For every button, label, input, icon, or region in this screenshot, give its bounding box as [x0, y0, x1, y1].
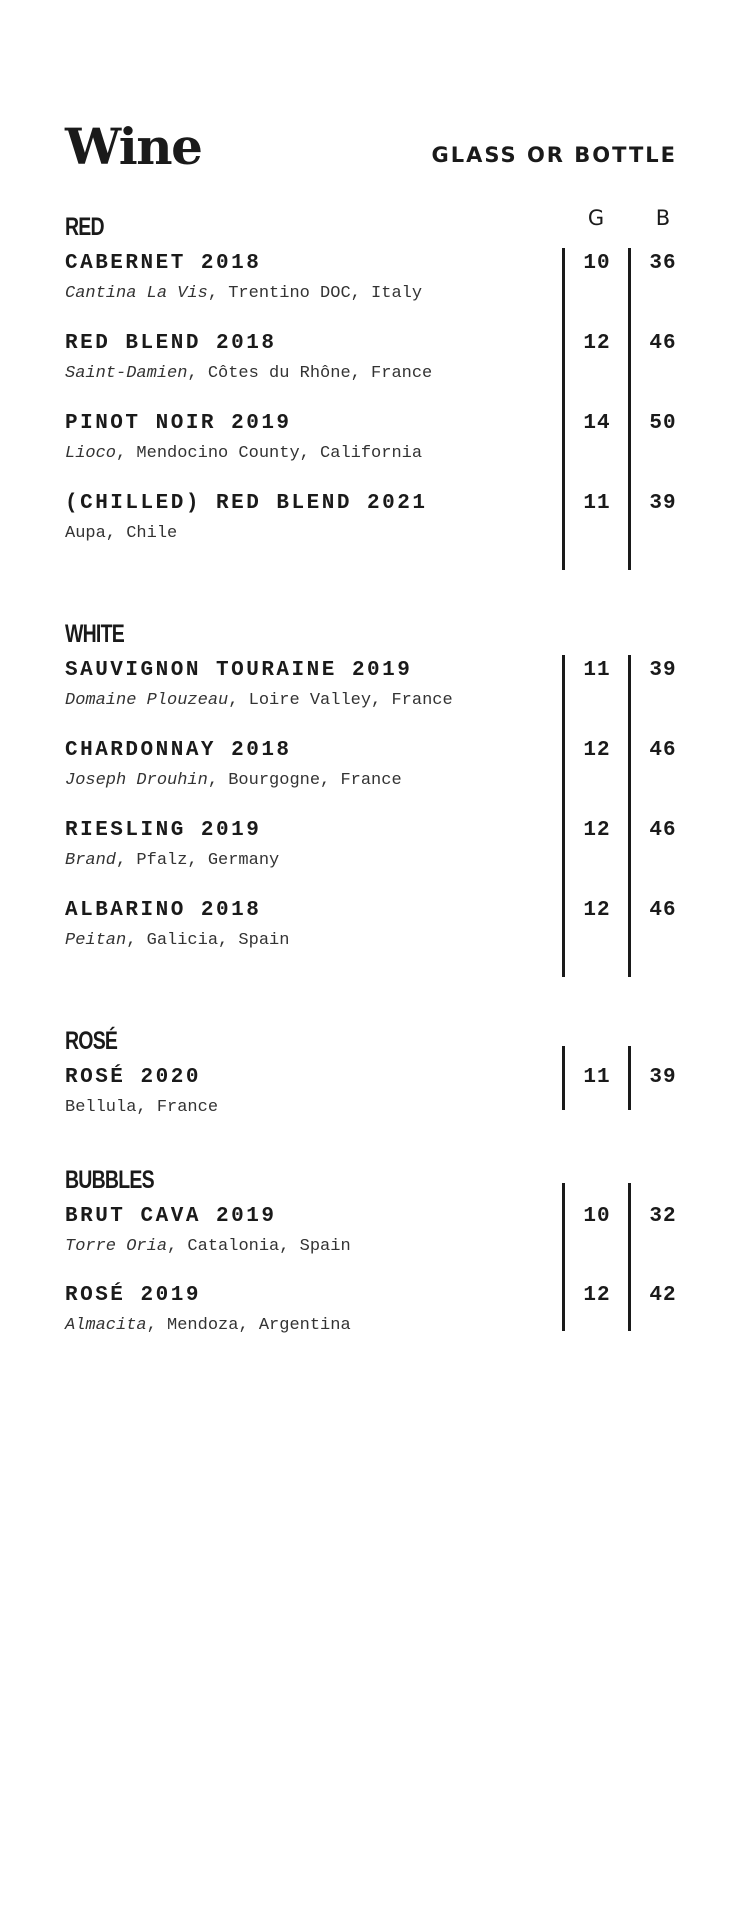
menu-item	[65, 1285, 677, 1345]
item-region: , Bourgogne, France	[207, 771, 402, 790]
item-region: , Loire Valley, France	[228, 691, 453, 710]
page-subtitle: GLASS OR BOTTLE	[431, 143, 677, 167]
item-name: CABERNET 2018	[65, 252, 262, 275]
bottle-price: 39	[649, 1066, 677, 1089]
item-region: , Mendocino County, California	[116, 444, 423, 463]
item-description	[65, 1099, 218, 1116]
glass-price: 11	[583, 492, 611, 515]
item-name: RED BLEND 2018	[65, 332, 277, 355]
bottle-price: 46	[649, 819, 677, 842]
menu-item	[65, 820, 677, 880]
section-label: WHITE	[65, 620, 124, 648]
item-name: ROSÉ 2019	[65, 1284, 201, 1307]
item-description	[65, 365, 432, 382]
item-name: ROSÉ 2020	[65, 1066, 201, 1089]
item-producer: Saint-Damien	[65, 364, 188, 383]
item-region: , Galicia, Spain	[126, 931, 290, 950]
menu-item	[65, 740, 677, 800]
item-producer: Brand	[65, 851, 117, 870]
bottle-price: 39	[649, 492, 677, 515]
glass-price: 12	[583, 739, 611, 762]
item-producer: Cantina La Vis	[65, 284, 208, 303]
glass-price: 12	[583, 332, 611, 355]
item-name: SAUVIGNON TOURAINE 2019	[65, 659, 413, 682]
bottle-column-header: B	[655, 206, 671, 230]
glass-price: 10	[583, 252, 611, 275]
menu-item	[65, 660, 677, 720]
item-region: , Catalonia, Spain	[167, 1237, 351, 1256]
bottle-price: 39	[649, 659, 677, 682]
bottle-price: 36	[649, 252, 677, 275]
item-producer: Peitan	[65, 931, 127, 950]
item-description	[65, 525, 177, 542]
glass-price: 14	[583, 412, 611, 435]
glass-price: 11	[583, 659, 611, 682]
glass-column-header: G	[587, 206, 605, 230]
item-description	[65, 1238, 351, 1255]
item-name: ALBARINO 2018	[65, 899, 262, 922]
item-producer: Lioco	[65, 444, 117, 463]
item-name: CHARDONNAY 2018	[65, 739, 292, 762]
section-label: RED	[65, 213, 104, 241]
glass-price: 11	[583, 1066, 611, 1089]
glass-price: 10	[583, 1205, 611, 1228]
item-name: PINOT NOIR 2019	[65, 412, 292, 435]
glass-price: 12	[583, 819, 611, 842]
item-producer: Domaine Plouzeau	[65, 691, 229, 710]
menu-item	[65, 493, 677, 553]
item-producer: Joseph Drouhin	[65, 771, 208, 790]
item-region: , Mendoza, Argentina	[146, 1316, 351, 1335]
item-name: (CHILLED) RED BLEND 2021	[65, 492, 428, 515]
bottle-price: 32	[649, 1205, 677, 1228]
item-name: BRUT CAVA 2019	[65, 1205, 277, 1228]
item-region: Aupa, Chile	[65, 524, 178, 543]
item-description	[65, 692, 453, 709]
section-label: BUBBLES	[65, 1166, 154, 1194]
glass-price: 12	[583, 1284, 611, 1307]
item-description	[65, 285, 422, 302]
menu-item	[65, 333, 677, 393]
item-description	[65, 852, 279, 869]
section-label: ROSÉ	[65, 1027, 118, 1055]
item-description	[65, 1317, 351, 1334]
item-description	[65, 445, 422, 462]
item-producer: Almacita	[65, 1316, 147, 1335]
menu-item	[65, 900, 677, 960]
item-description	[65, 772, 402, 789]
bottle-price: 46	[649, 332, 677, 355]
menu-item	[65, 253, 677, 313]
bottle-price: 46	[649, 899, 677, 922]
item-description	[65, 932, 289, 949]
bottle-price: 46	[649, 739, 677, 762]
bottle-price: 42	[649, 1284, 677, 1307]
item-region: , Pfalz, Germany	[116, 851, 280, 870]
item-region: Bellula, France	[65, 1098, 219, 1117]
page-title: Wine	[65, 117, 202, 176]
item-region: , Trentino DOC, Italy	[207, 284, 423, 303]
menu-item	[65, 413, 677, 473]
item-name: RIESLING 2019	[65, 819, 262, 842]
menu-item	[65, 1067, 677, 1127]
menu-item	[65, 1206, 677, 1266]
glass-price: 12	[583, 899, 611, 922]
bottle-price: 50	[649, 412, 677, 435]
item-region: , Côtes du Rhône, France	[187, 364, 433, 383]
item-producer: Torre Oria	[65, 1237, 168, 1256]
